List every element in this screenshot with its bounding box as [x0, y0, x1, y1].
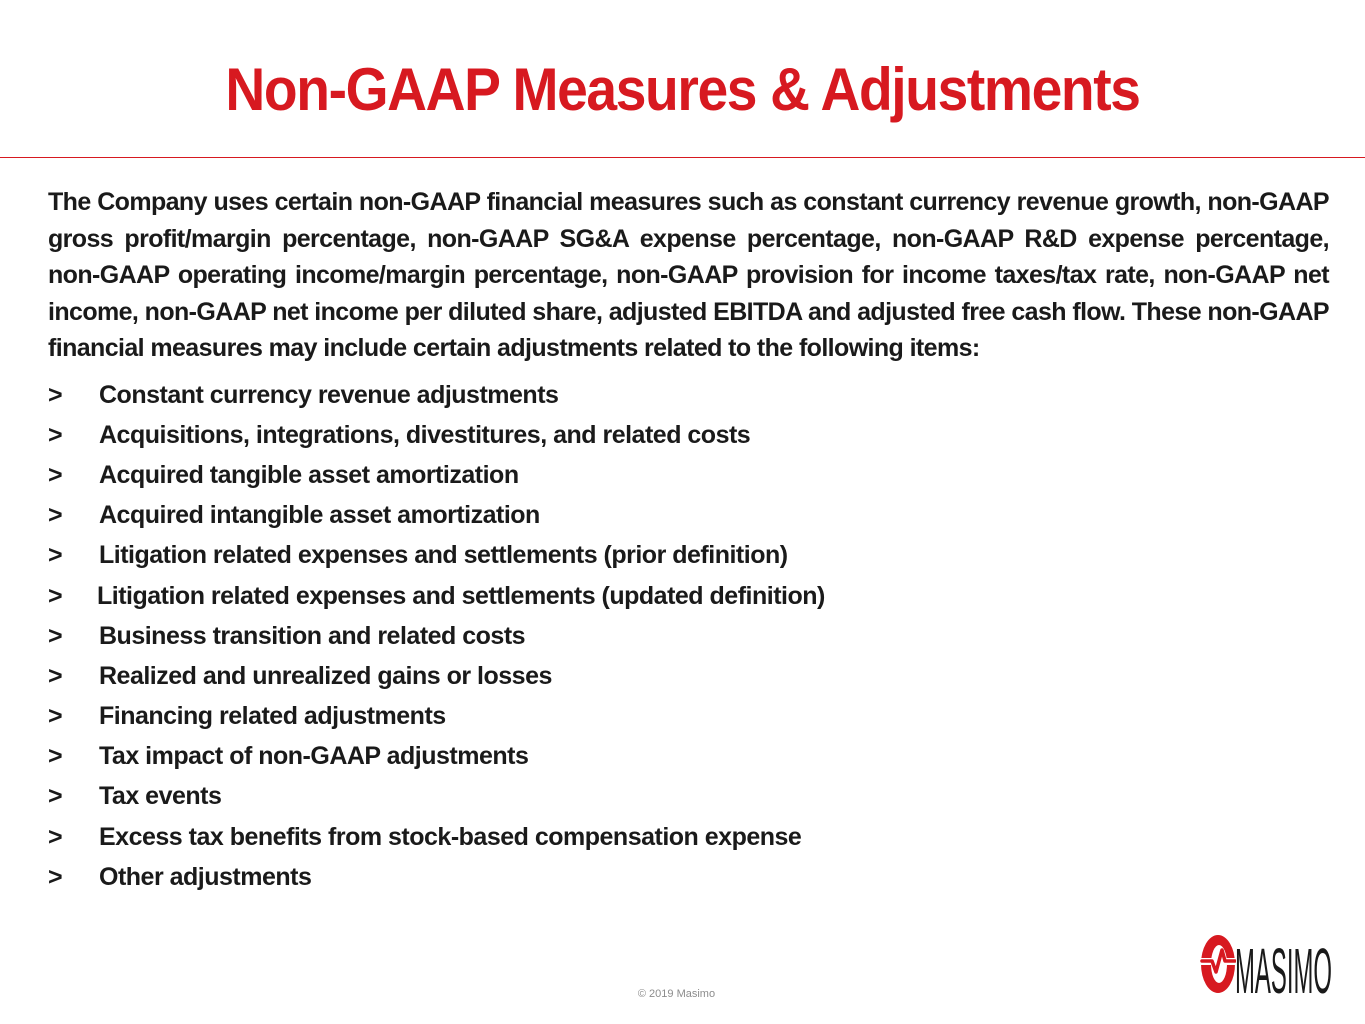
list-item	[48, 616, 1148, 656]
bullet-marker: >	[48, 782, 63, 811]
list-item-text: Litigation related expenses and settlements (prior definition)	[99, 541, 788, 570]
list-item	[48, 656, 1148, 696]
list-item	[48, 817, 1148, 857]
intro-paragraph: The Company uses certain non-GAAP financial measures such as constant currency revenue growth, non-GAAP gross profit/margin percentage, non-GAAP SG&A expense percentage, non-GAAP R&D expense percentage, non-GAAP operating income/margin percentage, non-GAAP provision for income taxes/tax rate, non-GAAP net income, non-GAAP net income per diluted share, adjusted EBITDA and adjusted free cash flow. These non-GAAP financial measures may include certain adjustments related to the following items:	[48, 188, 1329, 362]
list-item	[48, 536, 1148, 576]
bullet-marker: >	[48, 702, 63, 731]
adjustments-list	[48, 375, 1148, 897]
list-item-text: Financing related adjustments	[99, 702, 446, 731]
bullet-marker: >	[48, 380, 63, 409]
list-item-text: Business transition and related costs	[99, 621, 526, 650]
list-item	[48, 777, 1148, 817]
list-item	[48, 737, 1148, 777]
bullet-marker: >	[48, 541, 63, 570]
slide-title: Non-GAAP Measures & Adjustments	[225, 56, 1140, 123]
list-item	[48, 857, 1148, 897]
bullet-marker: >	[48, 581, 63, 610]
bullet-marker: >	[48, 862, 63, 891]
list-item	[48, 496, 1148, 536]
bullet-marker: >	[48, 501, 63, 530]
list-item	[48, 697, 1148, 737]
copyright-notice: © 2019 Masimo	[637, 988, 716, 1000]
list-item-text: Acquisitions, integrations, divestitures, and related costs	[99, 420, 751, 449]
bullet-marker: >	[48, 742, 63, 771]
list-item-text: Excess tax benefits from stock-based compensation expense	[99, 822, 802, 851]
list-item-text: Tax events	[99, 782, 222, 811]
list-item-text: Other adjustments	[99, 862, 312, 891]
list-item	[48, 415, 1148, 455]
bullet-marker: >	[48, 661, 63, 690]
bullet-marker: >	[48, 822, 63, 851]
bullet-marker: >	[48, 621, 63, 650]
list-item-text: Litigation related expenses and settlements (updated definition)	[97, 581, 825, 610]
masimo-wordmark	[1234, 922, 1334, 996]
list-item-text: Tax impact of non-GAAP adjustments	[99, 742, 529, 771]
list-item-text: Acquired intangible asset amortization	[99, 501, 540, 530]
list-item	[48, 576, 1148, 616]
list-item-text: Constant currency revenue adjustments	[99, 380, 559, 409]
title-divider	[0, 157, 1365, 158]
list-item	[48, 375, 1148, 415]
list-item-text: Acquired tangible asset amortization	[99, 460, 519, 489]
bullet-marker: >	[48, 460, 63, 489]
list-item-text: Realized and unrealized gains or losses	[99, 661, 552, 690]
logo-text: MASIMO	[1235, 935, 1332, 996]
list-item	[48, 455, 1148, 495]
bullet-marker: >	[48, 420, 63, 449]
masimo-pulse-icon	[1200, 930, 1236, 994]
masimo-logo	[1200, 922, 1334, 996]
